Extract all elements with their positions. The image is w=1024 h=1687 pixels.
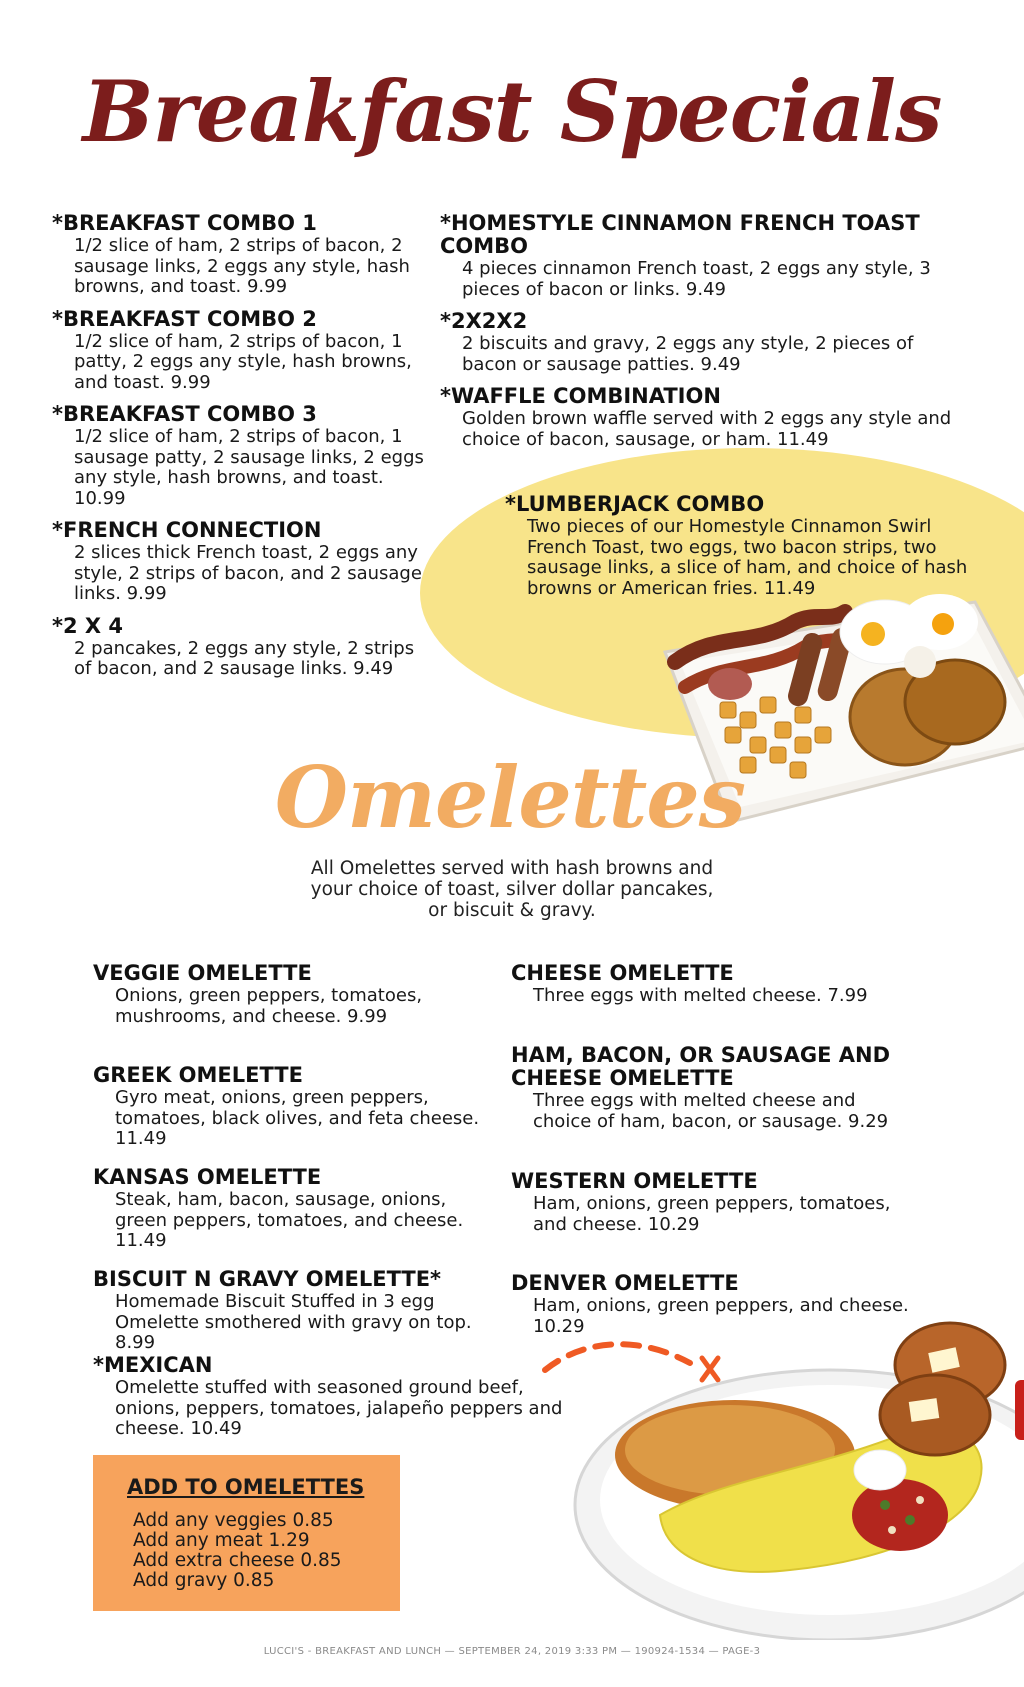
item-description: Three eggs with melted cheese and choice of ham, bacon, or sausage. 9.29 <box>533 1090 889 1132</box>
item-name: GREEK OMELETTE <box>93 1063 303 1087</box>
item-name: DENVER OMELETTE <box>511 1271 739 1295</box>
item-name: BISCUIT N GRAVY OMELETTE* <box>93 1267 442 1291</box>
item-description: Ham, onions, green peppers, tomatoes, and cheese. 10.29 <box>533 1193 891 1235</box>
item-name: *HOMESTYLE CINNAMON FRENCH TOAST COMBO <box>440 211 920 258</box>
menu-item <box>93 962 503 1064</box>
item-description: Two pieces of our Homestyle Cinnamon Swirl French Toast, two eggs, two bacon strips, two sausage links, a slice of ham, and choice of hash browns or American fries. 11.49 <box>527 516 968 599</box>
menu-item <box>52 212 432 298</box>
breakfast-left-column <box>52 212 432 680</box>
addon-item: Add gravy 0.85 <box>133 1570 275 1591</box>
item-description: Gyro meat, onions, green peppers, tomatoes, black olives, and feta cheese. 11.49 <box>115 1087 480 1149</box>
item-description: Golden brown waffle served with 2 eggs any style and choice of bacon, sausage, or ham. 11.49 <box>462 408 952 450</box>
menu-item <box>52 615 432 680</box>
item-description: Omelette stuffed with seasoned ground beef, onions, peppers, tomatoes, jalapeño peppers and cheese. 10.49 <box>115 1377 563 1439</box>
menu-item <box>93 1354 593 1440</box>
item-name: *MEXICAN <box>93 1353 213 1377</box>
item-description: 2 pancakes, 2 eggs any style, 2 strips of bacon, and 2 sausage links. 9.49 <box>74 637 415 679</box>
menu-item <box>52 308 432 394</box>
menu-item <box>440 310 960 375</box>
add-to-omelettes-box <box>93 1455 400 1611</box>
menu-item <box>511 962 911 1044</box>
omelettes-left-column <box>93 961 563 1440</box>
item-name: *LUMBERJACK COMBO <box>505 492 765 516</box>
menu-item <box>52 519 432 605</box>
addon-item: Add any veggies 0.85 <box>133 1510 334 1531</box>
item-name: *2X2X2 <box>440 309 528 333</box>
menu-item <box>511 1044 911 1170</box>
menu-item <box>93 1064 503 1166</box>
addon-item: Add extra cheese 0.85 <box>133 1550 342 1571</box>
omelettes-right-column <box>511 962 911 1337</box>
menu-item <box>511 1170 911 1272</box>
menu-item <box>52 403 432 509</box>
item-description: Ham, onions, green peppers, and cheese. 10.29 <box>533 1295 909 1337</box>
omelettes-intro: All Omelettes served with hash browns and your choice of toast, silver dollar pancakes, or biscuit & gravy. <box>310 858 714 921</box>
item-description: Onions, green peppers, tomatoes, mushrooms, and cheese. 9.99 <box>115 985 423 1027</box>
item-description: 4 pieces cinnamon French toast, 2 eggs any style, 3 pieces of bacon or links. 9.49 <box>462 258 931 300</box>
featured-menu-item <box>505 493 975 599</box>
menu-item <box>440 212 960 300</box>
menu-item <box>93 1166 503 1268</box>
item-name: *BREAKFAST COMBO 2 <box>52 306 317 331</box>
omelette-plate-photo <box>570 1320 1024 1640</box>
addon-title: ADD TO OMELETTES <box>127 1475 365 1499</box>
item-name: *2 X 4 <box>52 613 124 638</box>
item-name: KANSAS OMELETTE <box>93 1165 322 1189</box>
item-description: Three eggs with melted cheese. 7.99 <box>533 985 868 1006</box>
item-name: *WAFFLE COMBINATION <box>440 384 721 408</box>
item-name: *BREAKFAST COMBO 3 <box>52 402 317 426</box>
menu-item <box>440 385 960 450</box>
item-name: *FRENCH CONNECTION <box>52 518 322 542</box>
item-description: 1/2 slice of ham, 2 strips of bacon, 2 sausage links, 2 eggs any style, hash browns, and toast. 9.99 <box>74 235 410 297</box>
omelettes-title: Omelettes <box>274 748 746 847</box>
breakfast-right-column <box>440 212 960 450</box>
item-name: WESTERN OMELETTE <box>511 1169 758 1193</box>
item-description: Homemade Biscuit Stuffed in 3 egg Omelette smothered with gravy on top. 8.99 <box>115 1291 472 1353</box>
menu-item <box>93 1268 503 1354</box>
breakfast-specials-title: Breakfast Specials <box>82 62 942 161</box>
item-description: 1/2 slice of ham, 2 strips of bacon, 1 sausage patty, 2 sausage links, 2 eggs any style, hash browns, and toast. 10.99 <box>74 426 424 509</box>
page-footer: LUCCI'S - BREAKFAST AND LUNCH — SEPTEMBER 24, 2019 3:33 PM — 190924-1534 — PAGE-3 <box>263 1646 761 1657</box>
addon-item: Add any meat 1.29 <box>133 1530 310 1551</box>
item-name: CHEESE OMELETTE <box>511 961 734 985</box>
item-name: VEGGIE OMELETTE <box>93 961 312 985</box>
item-name: *BREAKFAST COMBO 1 <box>52 211 317 235</box>
item-name: HAM, BACON, OR SAUSAGE AND CHEESE OMELETTE <box>511 1043 891 1090</box>
item-description: 2 biscuits and gravy, 2 eggs any style, 2 pieces of bacon or sausage patties. 9.49 <box>462 333 914 375</box>
item-description: 1/2 slice of ham, 2 strips of bacon, 1 patty, 2 eggs any style, hash browns, and toast. 9.99 <box>74 330 412 393</box>
item-description: Steak, ham, bacon, sausage, onions, green peppers, tomatoes, and cheese. 11.49 <box>115 1189 464 1251</box>
item-description: 2 slices thick French toast, 2 eggs any style, 2 strips of bacon, and 2 sausage links. 9.99 <box>74 542 422 604</box>
